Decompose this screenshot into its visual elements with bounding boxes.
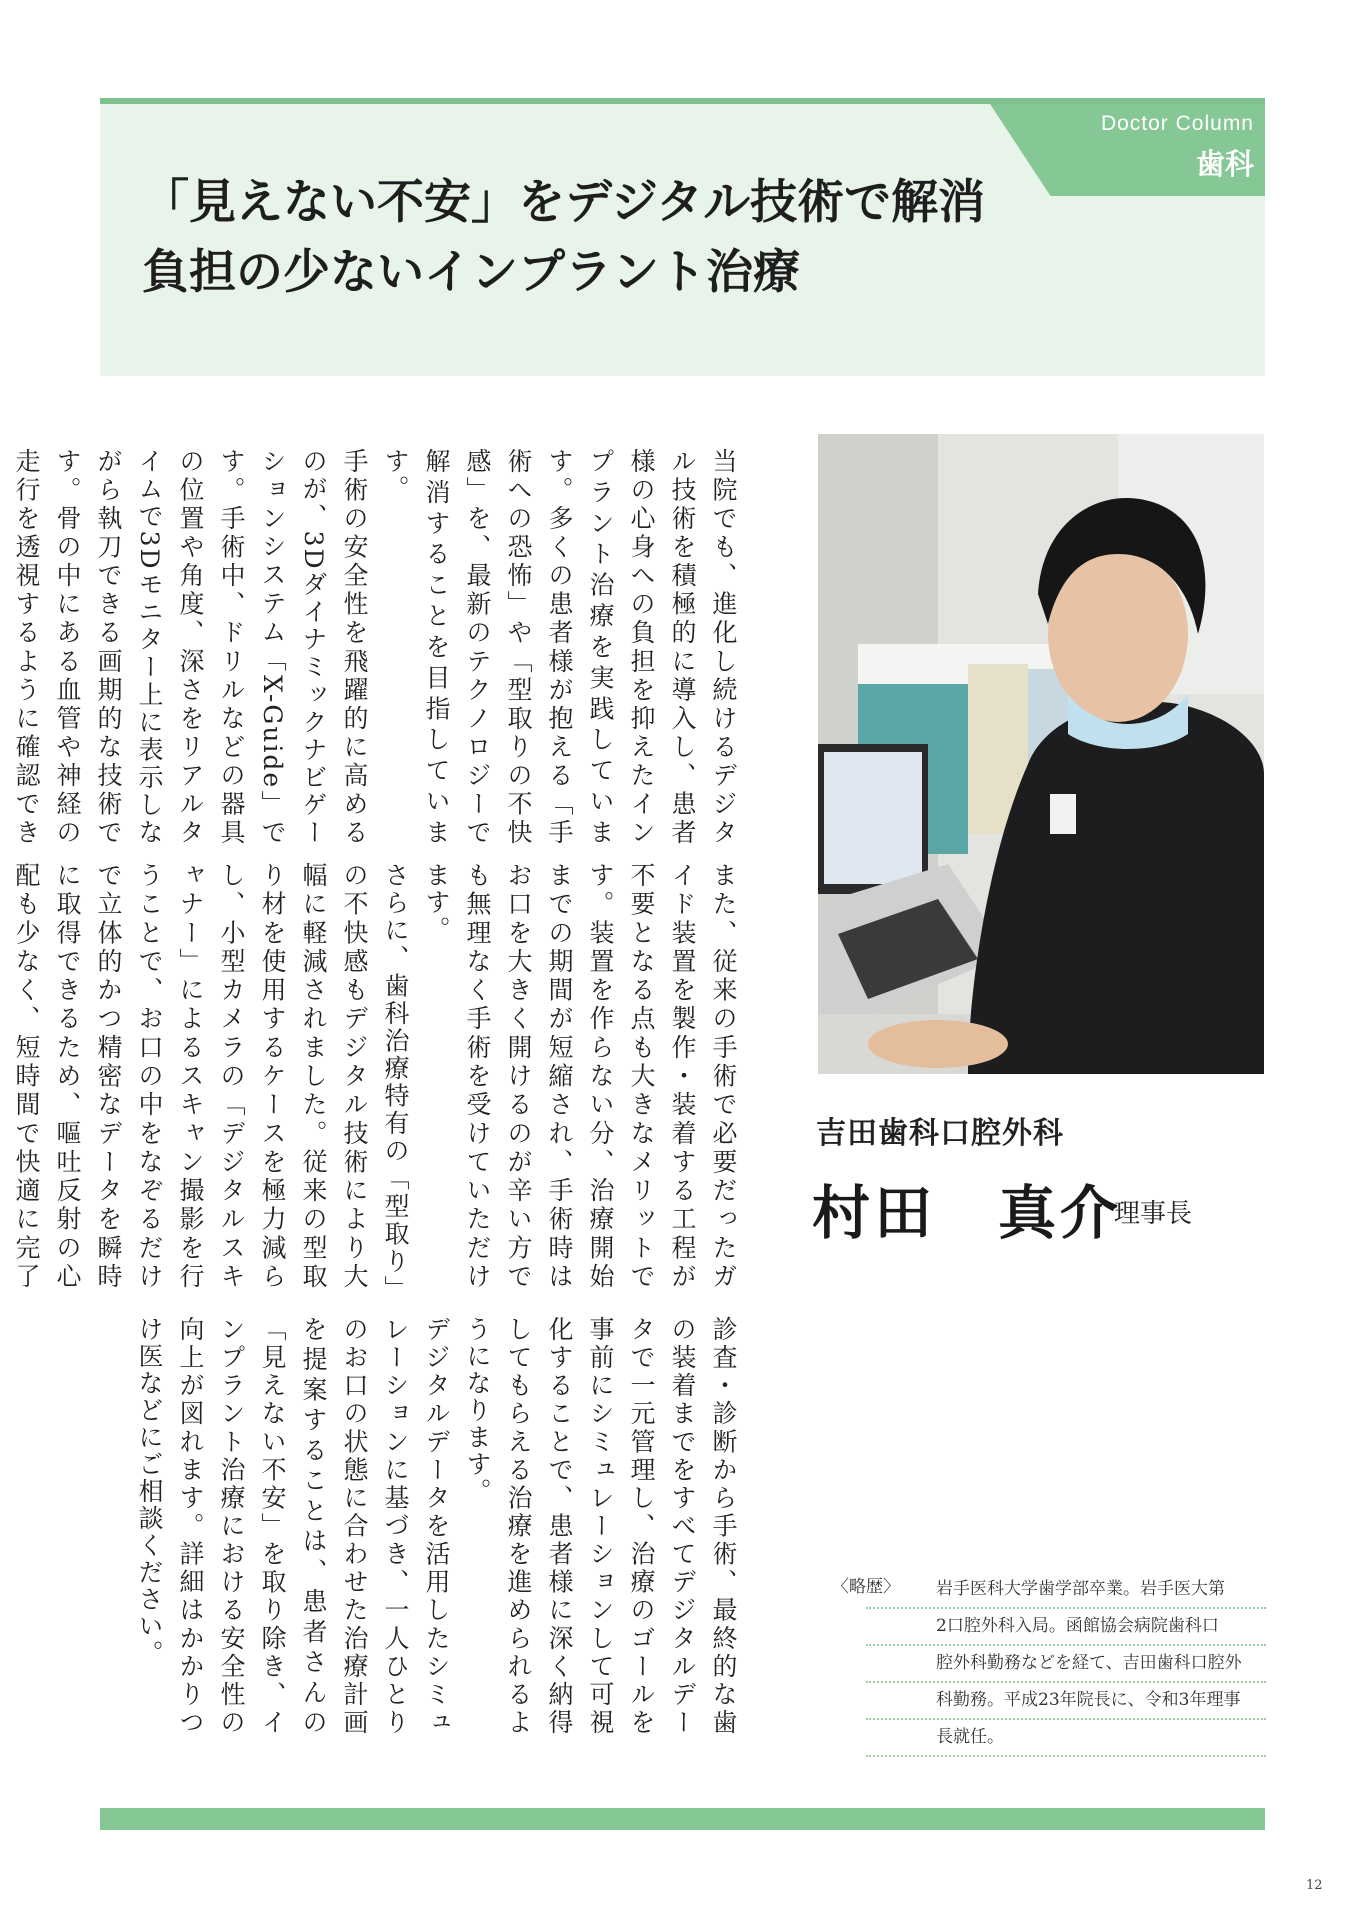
biography-line: 長就任。 <box>866 1720 1266 1757</box>
article-title <box>142 168 985 308</box>
page-number: 12 <box>1306 1878 1323 1893</box>
biography-line: 腔外科勤務などを経て、吉田歯科口腔外 <box>866 1646 1266 1683</box>
biography-line: 岩手医科大学歯学部卒業。岩手医大第 <box>866 1572 1266 1609</box>
clinic-name: 吉田歯科口腔外科 <box>816 1116 1064 1151</box>
body-paragraph-3: また、従来の手術で必要だったガイド装置を製作・装着する工程が不要となる点も大きなメリットです。装置を作らない分、治療開始までの期間が短縮され、手術時はお口を大きく開けるのが辛い方でも無理なく手術を受けていただけます。 <box>422 862 738 1290</box>
column-label: Doctor Column <box>1100 112 1254 135</box>
body-paragraph-1: 当院でも、進化し続けるデジタル技術を積極的に導入し、患者様の心身への負担を抑えたインプラント治療を実践しています。多くの患者様が抱える「手術への恐怖」や「型取りの不快感」を、最新のテクノロジーで解消することを目指しています。 <box>381 448 738 846</box>
body-paragraph-2: 手術の安全性を飛躍的に高めるのが、3Dダイナミックナビゲーションシステム「X-Guide」です。手術中、ドリルなどの器具の位置や角度、深さをリアルタイムで3Dモニター上に表示しながら執刀できる画期的な技術です。骨の中にある血管や神経の走行を透視するように確認でき <box>12 448 369 846</box>
body-paragraph-4: さらに、歯科治療特有の「型取り」の不快感もデジタル技術により大幅に軽減されました。従来の型取り材を使用するケースを極力減らし、小型カメラの「デジタルスキャナー」によるスキャン撮影を行うことで、お口の中をなぞるだけで立体的かつ精密なデータを瞬時に取得できるため、嘔吐反射の心配も少なく、短時間で快適に完了 <box>12 862 410 1290</box>
biography-line: 科勤務。平成23年院長に、令和3年理事 <box>866 1683 1266 1720</box>
title-line-1: 「見えない不安」をデジタル技術で解消 <box>142 175 986 230</box>
article-body-block-2 <box>12 862 744 1290</box>
body-paragraph-6: デジタルデータを活用したシミュレーションに基づき、一人ひとりのお口の状態に合わせた治療計画を提案することは、患者さんの「見えない不安」を取り除き、インプラント治療における安全性の向上が図れます。詳細はかかりつけ医などにご相談ください。 <box>135 1316 451 1736</box>
body-paragraph-5: 診査・診断から手術、最終的な歯の装着までをすべてデジタルデータで一元管理し、治療のゴールを事前にシミュレーションして可視化することで、患者様に深く納得してもらえる治療を進められるようになります。 <box>463 1316 738 1736</box>
biography-line: 2口腔外科入局。函館協会病院歯科口 <box>866 1609 1266 1646</box>
biography-label: 〈略歴〉 <box>832 1577 900 1597</box>
doctor-name: 村田 真介 <box>812 1179 1123 1247</box>
title-line-2: 負担の少ないインプラント治療 <box>142 245 800 300</box>
doctor-biography <box>832 1572 1266 1757</box>
article-body-block-3 <box>124 1316 744 1736</box>
doctor-photo <box>818 434 1264 1074</box>
department-label: 歯科 <box>1195 147 1254 181</box>
footer-bar <box>100 1808 1265 1830</box>
doctor-position: 理事長 <box>1114 1199 1193 1229</box>
article-body-block-1 <box>12 448 744 846</box>
